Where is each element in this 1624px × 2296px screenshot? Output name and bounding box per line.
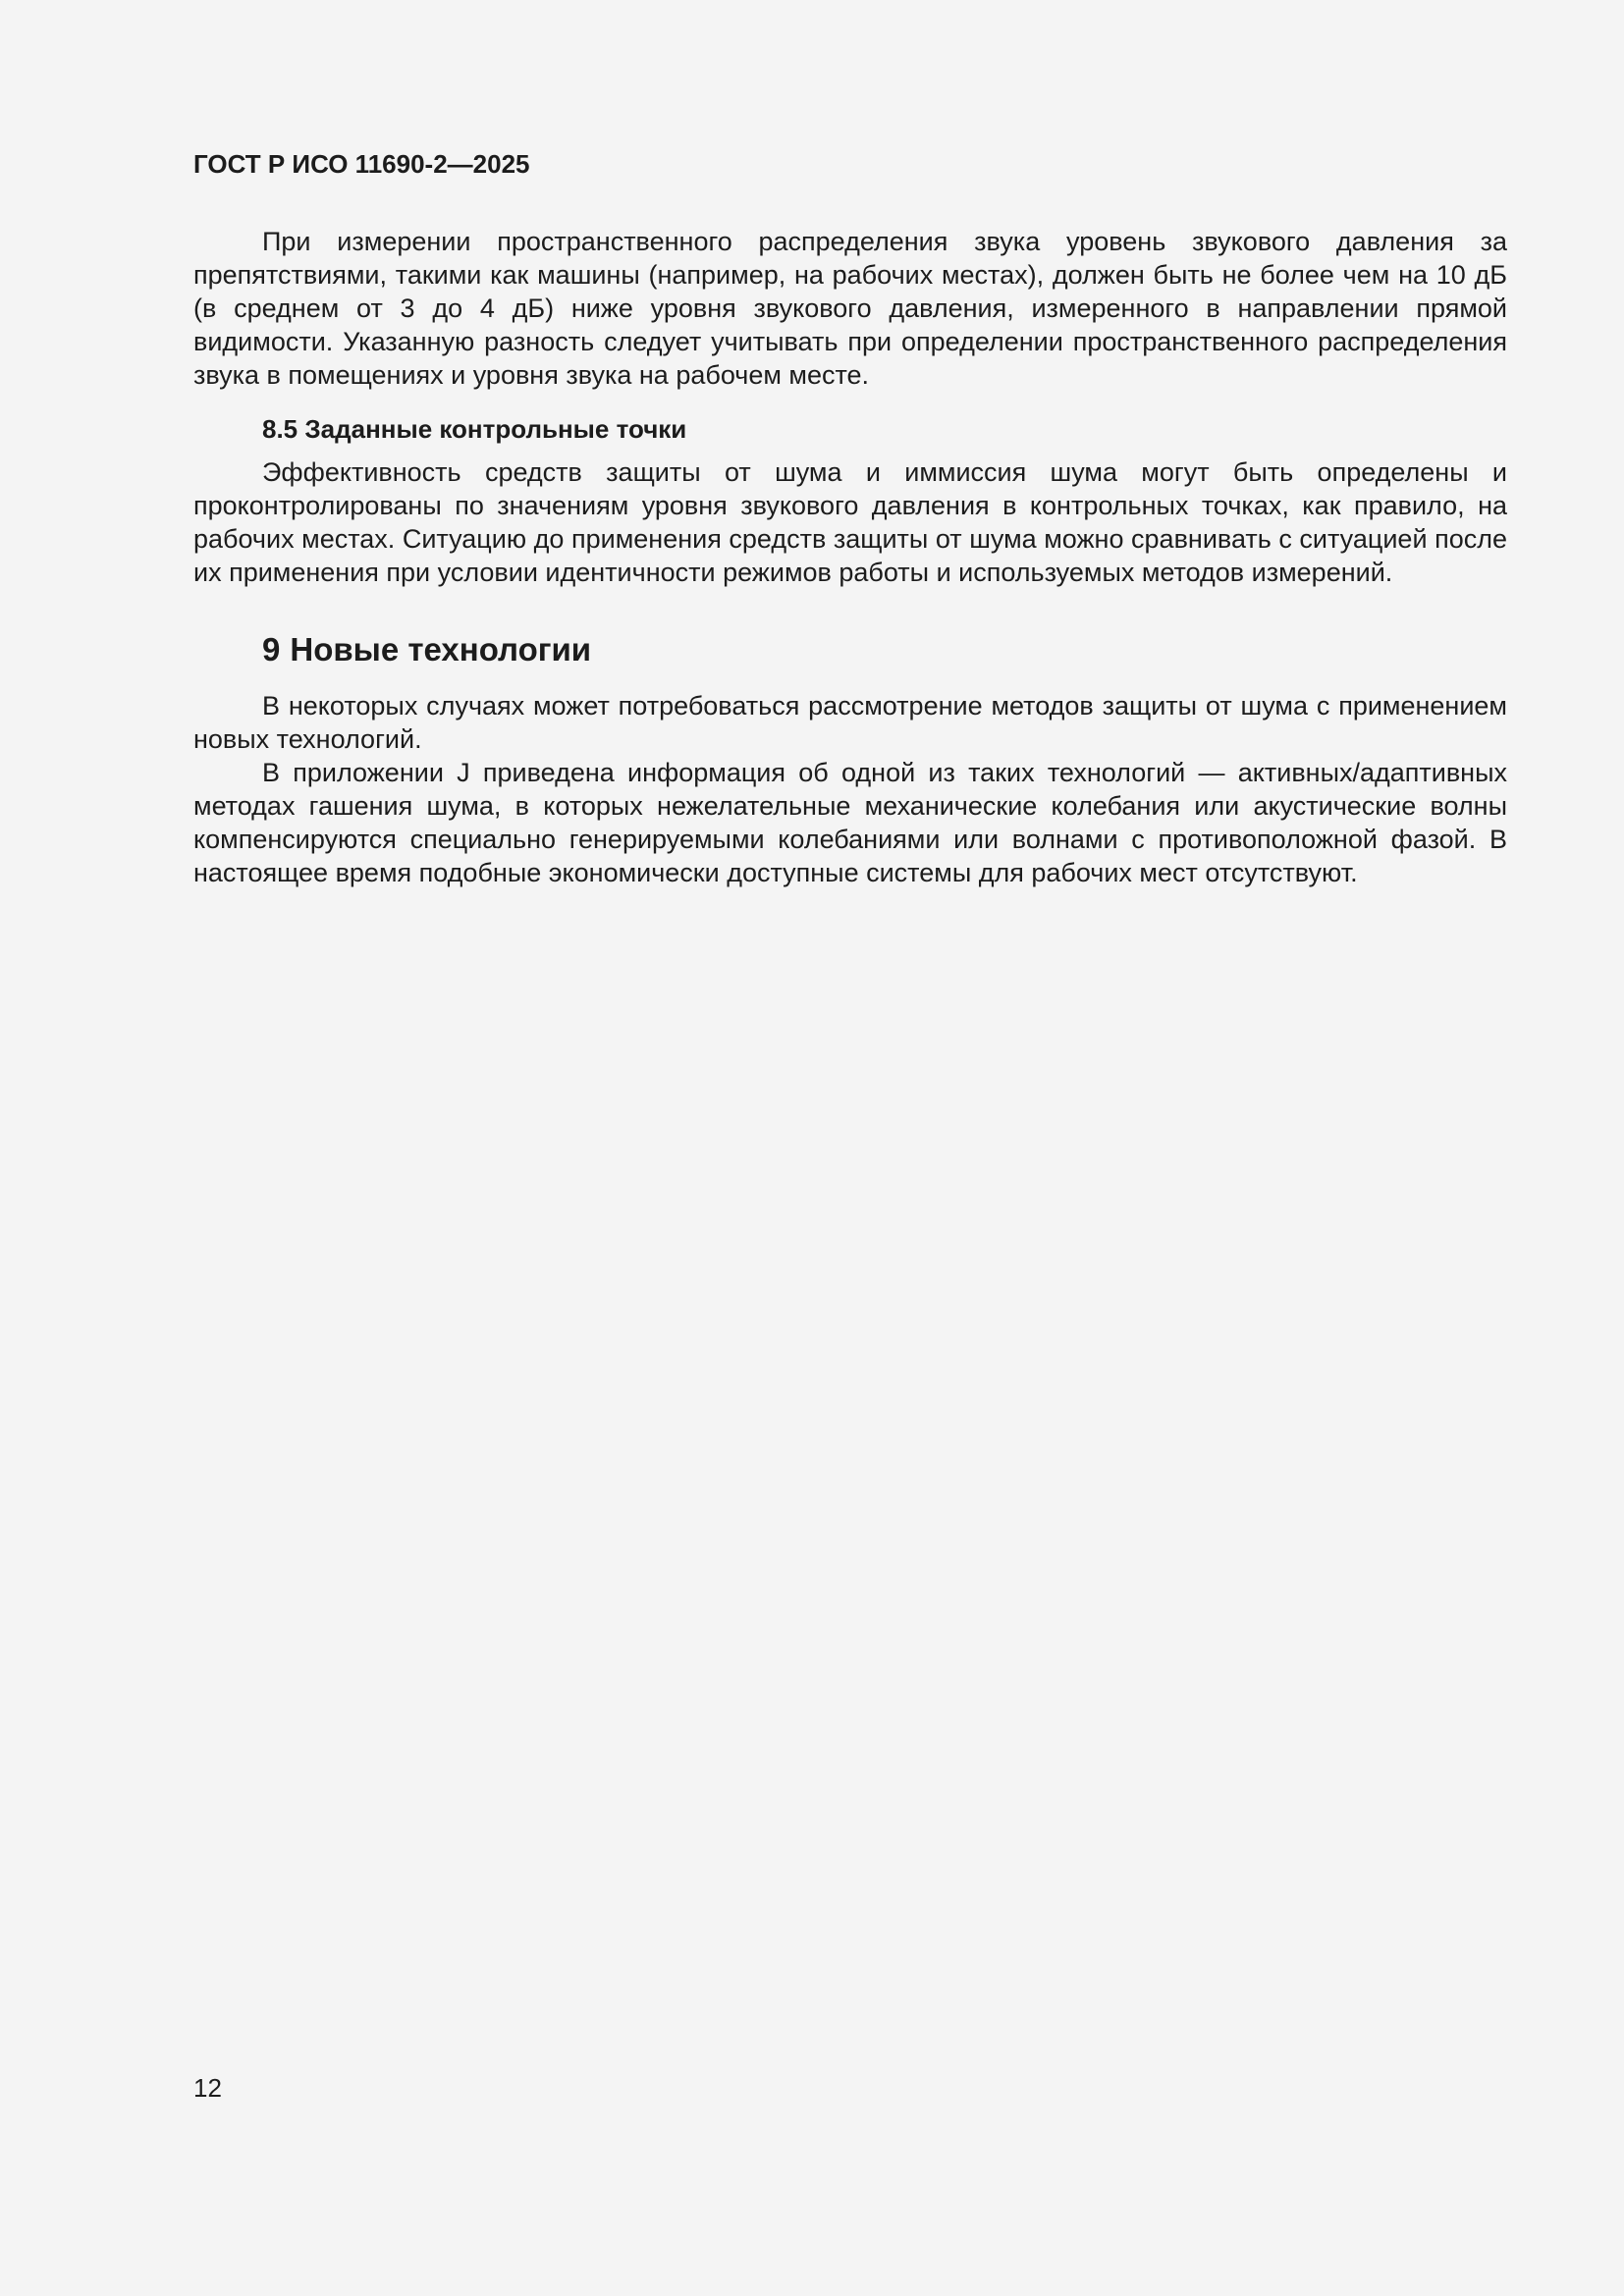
paragraph-new-technologies: В некоторых случаях может потребоваться рассмотрение методов защиты от шума с применением новых технологий. (193, 691, 1507, 754)
subsection-title-8-5: 8.5 Заданные контрольные точки (262, 414, 687, 444)
section-title-text: Новые технологии (290, 631, 592, 667)
section-title-9 (262, 630, 1507, 669)
section-number: 9 (262, 631, 281, 667)
paragraph-sound-distribution: При измерении пространственного распределения звука уровень звукового давления за препятствиями, такими как машины (например, на рабочих местах), должен быть не более чем на 10 дБ (в среднем от 3 до 4 дБ) ниже уровня звукового давления, измеренного в направлении прямой видимости. Указанную разность следует учитывать при определении пространственного распределения звука в помещениях и уровня звука на рабочем месте. (193, 227, 1507, 390)
page-content (193, 225, 1507, 889)
page-number: 12 (193, 2073, 222, 2103)
document-code-header: ГОСТ Р ИСО 11690-2—2025 (193, 149, 530, 179)
paragraph-control-points: Эффективность средств защиты от шума и иммиссия шума могут быть определены и проконтролированы по значениям уровня звукового давления в контрольных точках, как правило, на рабочих местах. Ситуацию до применения средств защиты от шума можно сравнивать с ситуацией после их применения при условии идентичности режимов работы и используемых методов измерений. (193, 457, 1507, 587)
paragraph-annex-j: В приложении J приведена информация об одной из таких технологий — активных/адаптивных методах гашения шума, в которых нежелательные механические колебания или акустические волны компенсируются специально генерируемыми колебаниями или волнами с противоположной фазой. В настоящее время подобные экономически доступные системы для рабочих мест отсутствуют. (193, 758, 1507, 887)
